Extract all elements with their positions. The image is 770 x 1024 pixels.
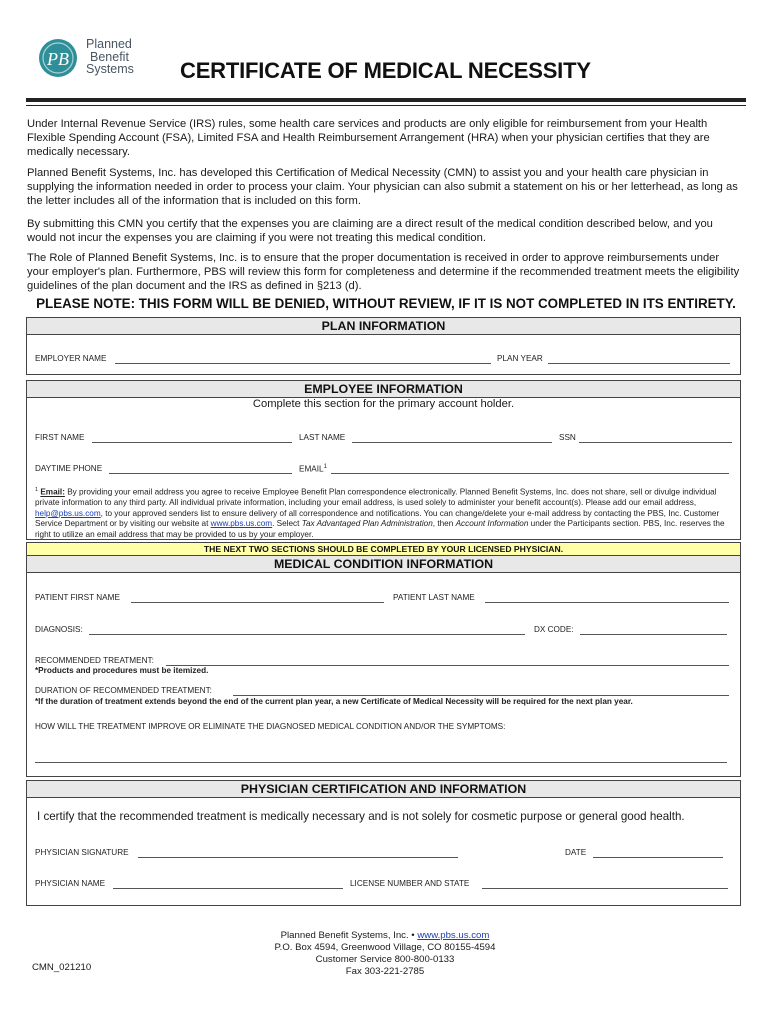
medical-condition-heading: MEDICAL CONDITION INFORMATION <box>27 556 740 573</box>
form-code: CMN_021210 <box>32 962 92 973</box>
email-field[interactable] <box>331 473 729 474</box>
duration-note: *If the duration of treatment extends beyond the end of the current plan year, a new Certificate of Medical Necessity will be required for the next plan year. <box>35 697 633 706</box>
company-logo <box>38 38 78 78</box>
recommended-treatment-field[interactable] <box>166 665 729 666</box>
footer-company-line: Planned Benefit Systems, Inc. • www.pbs.us.com <box>280 930 490 941</box>
date-label: DATE <box>565 848 587 857</box>
duration-field[interactable] <box>233 695 729 696</box>
logo-line-3: Systems <box>86 62 134 76</box>
employee-information-section <box>26 380 741 540</box>
employer-name-field[interactable] <box>115 363 491 364</box>
last-name-label: LAST NAME <box>299 433 346 442</box>
itemized-note: *Products and procedures must be itemized. <box>35 666 209 675</box>
employee-information-subheading: Complete this section for the primary account holder. <box>252 398 515 410</box>
denial-notice: PLEASE NOTE: THIS FORM WILL BE DENIED, WITHOUT REVIEW, IF IT IS NOT COMPLETED IN ITS ENTIRETY. <box>36 296 736 311</box>
footer-address: P.O. Box 4594, Greenwood Village, CO 80155-4594 <box>274 942 496 953</box>
patient-first-name-label: PATIENT FIRST NAME <box>35 593 120 602</box>
date-field[interactable] <box>593 857 723 858</box>
recommended-treatment-label: RECOMMENDED TREATMENT: <box>35 656 154 665</box>
logo-initials: PB <box>47 49 69 69</box>
email-label: EMAIL$^1$ <box>299 464 327 474</box>
physician-certification-heading: PHYSICIAN CERTIFICATION AND INFORMATION <box>27 781 740 798</box>
diagnosis-field[interactable] <box>89 634 525 635</box>
dx-code-field[interactable] <box>580 634 727 635</box>
duration-label: DURATION OF RECOMMENDED TREATMENT: <box>35 686 212 695</box>
treatment-improvement-field[interactable] <box>35 762 727 763</box>
patient-last-name-label: PATIENT LAST NAME <box>393 593 475 602</box>
footer-customer-service: Customer Service 800-800-0133 <box>315 954 455 965</box>
help-email-link[interactable]: help@pbs.us.com <box>35 508 101 518</box>
daytime-phone-label: DAYTIME PHONE <box>35 464 103 473</box>
intro-paragraph-1: Under Internal Revenue Service (IRS) rules, some health care services and products are only eligible for reimbursement from your Health Flexible Spending Account (FSA), Limited FSA and Health Reimbursement Arrangement (HRA) when your physician certifies that they are medically necessary. <box>27 118 710 159</box>
first-name-field[interactable] <box>92 442 292 443</box>
license-number-field[interactable] <box>482 888 728 889</box>
physician-name-field[interactable] <box>113 888 343 889</box>
license-number-label: LICENSE NUMBER AND STATE <box>350 879 470 888</box>
intro-paragraph-3: By submitting this CMN you certify that the expenses you are claiming are a direct result of the medical condition described below, and you would not incur the expenses you are claiming if you were not treating this medical condition. <box>27 218 713 245</box>
footer-website-link[interactable]: www.pbs.us.com <box>417 930 490 941</box>
treatment-improvement-label: HOW WILL THE TREATMENT IMPROVE OR ELIMINATE THE DIAGNOSED MEDICAL CONDITION AND/OR THE SYMPTOMS: <box>35 722 506 731</box>
diagnosis-label: DIAGNOSIS: <box>35 625 83 634</box>
daytime-phone-field[interactable] <box>109 473 292 474</box>
intro-paragraph-2: Planned Benefit Systems, Inc. has developed this Certification of Medical Necessity (CMN) to assist you and your health care physician in supplying the information needed in order to process your claim. Your physician can also submit a statement on his or her letterhead, as long as the letter includes all of the information that is included on this form. <box>27 167 738 208</box>
header-rule-thin <box>26 105 746 106</box>
physician-signature-field[interactable] <box>138 857 458 858</box>
plan-information-section <box>26 317 741 375</box>
physician-signature-label: PHYSICIAN SIGNATURE <box>35 848 129 857</box>
ssn-label: SSN <box>559 433 576 442</box>
plan-information-heading: PLAN INFORMATION <box>27 318 740 335</box>
plan-year-label: PLAN YEAR <box>497 354 543 363</box>
last-name-field[interactable] <box>352 442 552 443</box>
intro-paragraph-4: The Role of Planned Benefit Systems, Inc. is to ensure that the proper documentation is received in order to approve reimbursements under your employer's plan. Furthermore, PBS will review this form for completeness and determine if the recommended treatment meets the eligibility guidelines of the plan document and the IRS as defined in §213 (d). <box>27 252 740 293</box>
logo-line-2: Benefit <box>90 49 129 64</box>
employee-information-heading: EMPLOYEE INFORMATION <box>27 381 740 398</box>
logo-line-1: Planned <box>86 37 132 51</box>
website-link-footnote[interactable]: www.pbs.us.com <box>210 519 273 529</box>
physician-certification-section <box>26 780 741 906</box>
page-title: CERTIFICATE OF MEDICAL NECESSITY <box>180 58 591 83</box>
dx-code-label: DX CODE: <box>534 625 574 634</box>
email-footnote: $^1$ Email: By providing your email address you agree to receive Employee Benefit Plan correspondence electronically. Planned Benefit Systems, Inc. does not share, sell or divulge individual private information to any third party. All individual private information, including your email address, is used solely to administer your benefit account(s). Please add our email address, help@pbs.us.com, to your approved senders list to ensure delivery of all correspondence and notifications. You can change/delete your e-mail address by contacting the PBS, Inc. Customer Service Department or by visiting our website at www.pbs.us.com. Select Tax Advantaged Plan Administration, then Account Information under the Participants section. PBS, Inc. reserves the right to utilize an email address that may be provided to us by your employer. <box>35 487 725 539</box>
footer-fax: Fax 303-221-2785 <box>345 966 425 977</box>
physician-instruction-banner: THE NEXT TWO SECTIONS SHOULD BE COMPLETED BY YOUR LICENSED PHYSICIAN. <box>27 543 740 556</box>
ssn-field[interactable] <box>579 442 732 443</box>
medical-condition-section <box>26 542 741 777</box>
plan-year-field[interactable] <box>548 363 730 364</box>
certification-statement: I certify that the recommended treatment is medically necessary and is not solely for cosmetic purpose or general good health. <box>37 810 685 823</box>
header-rule-thick <box>26 98 746 102</box>
patient-last-name-field[interactable] <box>485 602 729 603</box>
physician-name-label: PHYSICIAN NAME <box>35 879 106 888</box>
first-name-label: FIRST NAME <box>35 433 85 442</box>
patient-first-name-field[interactable] <box>131 602 384 603</box>
logo-wordmark <box>86 38 134 76</box>
employer-name-label: EMPLOYER NAME <box>35 354 107 363</box>
